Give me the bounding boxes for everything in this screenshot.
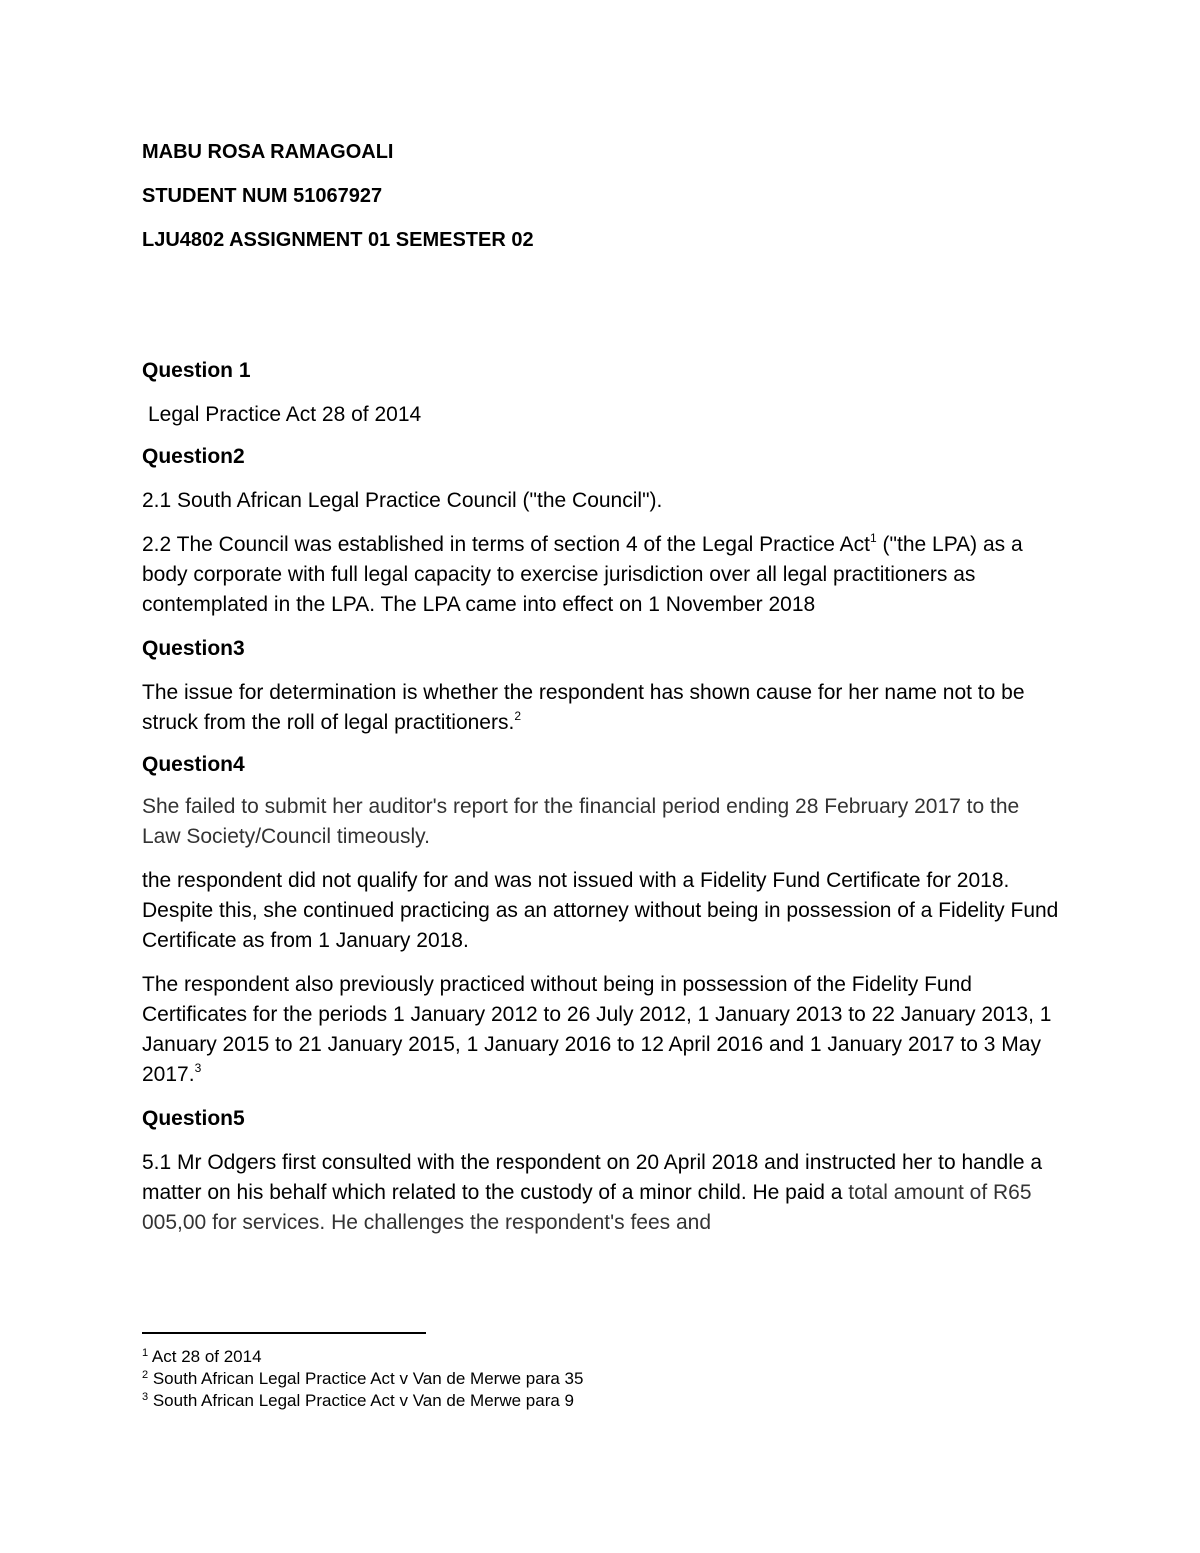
footnote-1 bbox=[142, 1346, 1042, 1368]
question-4-para-3 bbox=[142, 970, 1062, 1090]
question-4-para-2: the respondent did not qualify for and was not issued with a Fidelity Fund Certificate for 2018. Despite this, she continued practicing as an attorney without being in possession of a Fidelity Fund Certificate as from 1 January 2018. bbox=[142, 869, 1059, 952]
question-3-heading: Question3 bbox=[142, 637, 245, 660]
footnote-ref-2: 2 bbox=[514, 709, 521, 723]
footnote-1-number: 1 bbox=[142, 1347, 149, 1359]
footnote-1-text: Act 28 of 2014 bbox=[148, 1347, 262, 1366]
question-2-2-text-a: 2.2 The Council was established in terms of section 4 of the Legal Practice Act bbox=[142, 533, 871, 556]
question-1-answer: Legal Practice Act 28 of 2014 bbox=[148, 403, 422, 426]
question-5-heading: Question5 bbox=[142, 1107, 245, 1130]
student-number: STUDENT NUM 51067927 bbox=[142, 185, 383, 207]
question-2-2-text-b: ("the LPA) as a body corporate with full legal capacity to exercise jurisdiction over all legal practitioners as contemplated in the LPA. The LPA came into effect on 1 November 2018 bbox=[142, 533, 1023, 616]
question-4-para-3-body: The respondent also previously practiced without being in possession of the Fidelity Fund Certificates for the periods 1 January 2012 to 26 July 2012, 1 January 2013 to 22 January 2013, 1 January 2015 to 21 January 2015, 1 January 2016 to 12 April 2016 and 1 January 2017 to 3 May 2017. bbox=[142, 973, 1052, 1086]
footnote-3-number: 3 bbox=[142, 1391, 149, 1403]
footnote-3-text: South African Legal Practice Act v Van de Merwe para 9 bbox=[148, 1391, 574, 1410]
footnote-2-text: South African Legal Practice Act v Van de Merwe para 35 bbox=[148, 1369, 584, 1388]
footnote-separator bbox=[142, 1332, 426, 1334]
footnote-3 bbox=[142, 1390, 1042, 1412]
question-5-1-text bbox=[142, 1148, 1062, 1238]
question-5-1-text-a: 5.1 Mr Odgers first consulted with the respondent on 20 April 2018 and instructed her to handle a matter on his behalf which related to the custody of a minor child. He paid a bbox=[142, 1151, 1043, 1204]
document-body bbox=[142, 140, 1062, 1238]
footnote-ref-1: 1 bbox=[870, 531, 877, 545]
question-2-1-text: 2.1 South African Legal Practice Council ("the Council"). bbox=[142, 489, 663, 512]
footnote-2-number: 2 bbox=[142, 1369, 149, 1381]
question-1-heading: Question 1 bbox=[142, 359, 251, 382]
question-2-2-text bbox=[142, 530, 1062, 620]
question-3-text-body: The issue for determination is whether the respondent has shown cause for her name not to be struck from the roll of legal practitioners. bbox=[142, 681, 1025, 734]
footnotes bbox=[142, 1346, 1042, 1412]
question-2-heading: Question2 bbox=[142, 445, 245, 468]
footnote-2 bbox=[142, 1368, 1042, 1390]
assignment-title: LJU4802 ASSIGNMENT 01 SEMESTER 02 bbox=[142, 229, 534, 251]
footnote-ref-3: 3 bbox=[194, 1061, 202, 1075]
question-3-text bbox=[142, 678, 1062, 738]
question-4-para-1: She failed to submit her auditor's report for the financial period ending 28 February 2017 to the Law Society/Council timeously. bbox=[142, 795, 1020, 848]
question-5-1-text-b: total amount of R65 005,00 for services. He challenges the respondent's fees and bbox=[142, 1181, 1032, 1234]
question-4-heading: Question4 bbox=[142, 753, 245, 776]
student-name: MABU ROSA RAMAGOALI bbox=[142, 141, 394, 163]
